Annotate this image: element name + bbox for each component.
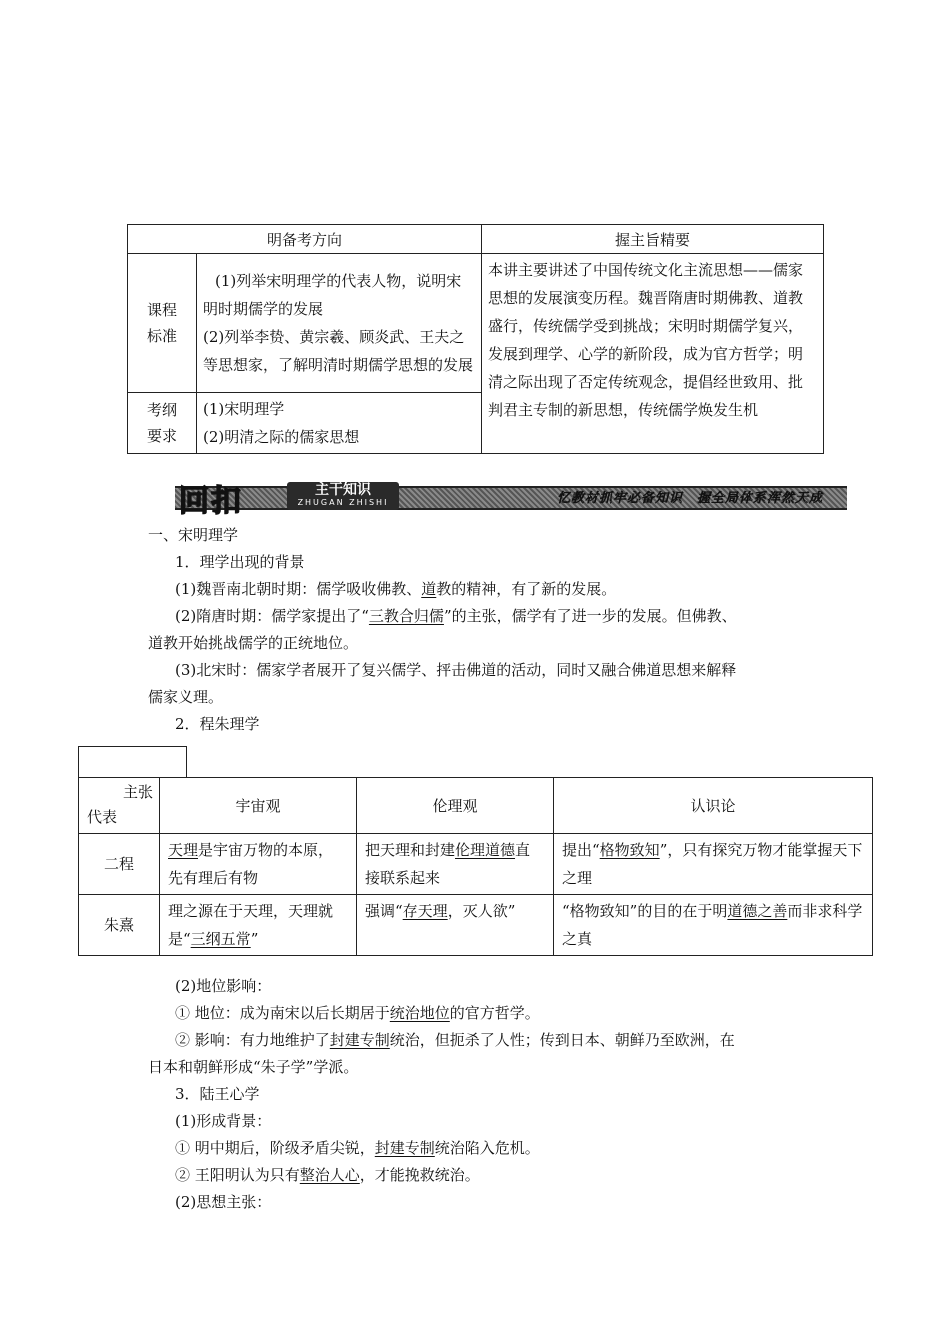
course-standard-content [197,254,482,393]
p1a-underline: 道 [421,580,437,598]
label-exam-requirement [128,393,197,454]
cell-zhuxi-ethics [357,895,554,956]
p1a-text: (1)魏晋南北朝时期：儒学吸收佛教、 [175,580,422,598]
row-name-zhuxi: 朱熹 [79,895,160,956]
paragraph-influence-cont: 日本和朝鲜形成“朱子学”学派。 [148,1058,359,1076]
pos-post: 的官方哲学。 [449,1004,540,1022]
paragraph-suitang-cont: 道教开始挑战儒学的正统地位。 [148,634,359,652]
zhuxi-c2-pre: 强调“ [365,902,403,920]
ercheng-c2-underline: 伦理道德 [455,841,516,859]
banner-badge [287,482,399,510]
inf-pre: ② 影响：有力地维护了 [175,1031,330,1049]
p1a-end: 教的精神，有了新的发展。 [436,580,617,598]
paragraph-influence [175,1030,735,1050]
bg1-pre: ① 明中期后，阶级矛盾尖锐， [175,1139,375,1157]
inf-underline: 封建专制 [329,1031,390,1049]
exam-requirement-content [197,393,482,454]
header-exam-direction: 明备考方向 [128,225,482,254]
paragraph-formation-background: (1)形成背景： [175,1112,272,1130]
cell-ercheng-ethics [357,834,554,895]
paragraph-ideas-heading: (2)思想主张： [175,1193,272,1211]
standard-item-1: (1)列举宋明理学的代表人物，说明宋明时期儒学的发展 [203,272,462,318]
header-daibiao: 代表 [87,808,118,826]
cell-ercheng-epistemology [554,834,873,895]
p2a-underline: 三教合归儒 [368,607,444,625]
banner-title: 回扣 [179,484,243,519]
requirement-item-1: (1)宋明理学 [203,400,285,418]
zhuxi-c1-underline: 三纲五常 [190,930,251,948]
label-exam-requirement-text: 考纲要求 [146,401,177,445]
paragraph-beisong: (3)北宋时：儒家学者展开了复兴儒学、抨击佛道的活动，同时又融合佛道思想来解释 [175,661,737,679]
header-corner [79,778,160,834]
cell-ercheng-cosmology [160,834,357,895]
ercheng-c3-post: ”，只有探究万物才能掌握天下之理 [562,841,863,887]
zhuxi-c1-post: ” [250,930,259,948]
bg1-post: 统治陷入危机。 [434,1139,540,1157]
pos-underline: 统治地位 [389,1004,450,1022]
bg1-underline: 封建专制 [374,1139,435,1157]
summary-text: 本讲主要讲述了中国传统文化主流思想——儒家思想的发展演变历程。魏晋隋唐时期佛教、道教盛行，传统儒学受到挑战；宋明时期儒学复兴，发展到理学、心学的新阶段，成为官方哲学；明清之际出现了否定传统观念，提倡经世致用、批判君主专制的新思想，传统儒学焕发生机 [488,261,804,419]
paragraph-position [175,1003,540,1023]
p2a-text: (2)隋唐时期：儒学家提出了“ [175,607,369,625]
table-caption-box [78,746,187,778]
header-zhuzhang: 主张 [122,783,153,801]
zhuxi-c1-pre: 理之源在于天理，天理就是“ [168,902,334,948]
zhuxi-c2-post: ，灭人欲” [447,902,516,920]
header-ethics: 伦理观 [357,778,554,834]
cell-zhuxi-cosmology [160,895,357,956]
ercheng-c3-underline: 格物致知 [599,841,660,859]
bg2-post: ，才能挽救统治。 [359,1166,480,1184]
subheading-background: 1．理学出现的背景 [175,553,305,571]
header-main-points: 握主旨精要 [482,225,824,254]
paragraph-background-2 [175,1165,480,1185]
chengzhu-lixue-table [78,777,873,956]
summary-cell [482,254,824,454]
heading-song-ming-lixue: 一、宋明理学 [148,526,239,544]
label-course-standard [128,254,197,393]
row-name-ercheng: 二程 [79,834,160,895]
zhuxi-c3-post: 而非求科学之真 [562,902,863,948]
zhuxi-c2-underline: 存天理 [402,902,448,920]
banner-slogan: 忆教材抓牢必备知识 握全局体系浑然天成 [556,491,823,506]
bg2-pre: ② 王阳明认为只有 [175,1166,300,1184]
p2a-end: ”的主张，儒学有了进一步的发展。但佛教、 [443,607,737,625]
ercheng-c1-text: 是宇宙万物的本原，先有理后有物 [168,841,334,887]
ercheng-c3-pre: 提出“ [562,841,600,859]
ercheng-c2-post: 直接联系起来 [365,841,531,887]
course-standards-table [127,224,824,454]
cell-zhuxi-epistemology [554,895,873,956]
zhuxi-c3-underline: 道德之善 [727,902,788,920]
pos-pre: ① 地位：成为南宋以后长期居于 [175,1004,390,1022]
paragraph-beisong-cont: 儒家义理。 [148,688,224,706]
requirement-item-2: (2)明清之际的儒家思想 [203,428,360,446]
ercheng-c2-pre: 把天理和封建 [365,841,456,859]
header-cosmology: 宇宙观 [160,778,357,834]
section-banner [175,480,847,519]
paragraph-weijin [175,579,616,599]
paragraph-suitang [175,606,737,626]
header-epistemology: 认识论 [554,778,873,834]
inf-post: 统治，但扼杀了人性；传到日本、朝鲜乃至欧洲，在 [389,1031,735,1049]
ercheng-c1-underline: 天理 [168,841,199,859]
subheading-chengzhu: 2．程朱理学 [175,715,260,733]
label-course-standard-text: 课程标准 [146,301,177,345]
subheading-luwang: 3．陆王心学 [175,1085,260,1103]
paragraph-background-1 [175,1138,540,1158]
bg2-underline: 整治人心 [299,1166,360,1184]
zhuxi-c3-pre: “格物致知”的目的在于明 [562,902,728,920]
banner-badge-text: 主干知识 [315,482,371,498]
standard-item-2: (2)列举李贽、黄宗羲、顾炎武、王夫之等思想家，了解明清时期儒学思想的发展 [203,328,474,374]
paragraph-status-heading: (2)地位影响： [175,977,272,995]
banner-badge-pinyin: ZHUGAN ZHISHI [297,498,389,507]
